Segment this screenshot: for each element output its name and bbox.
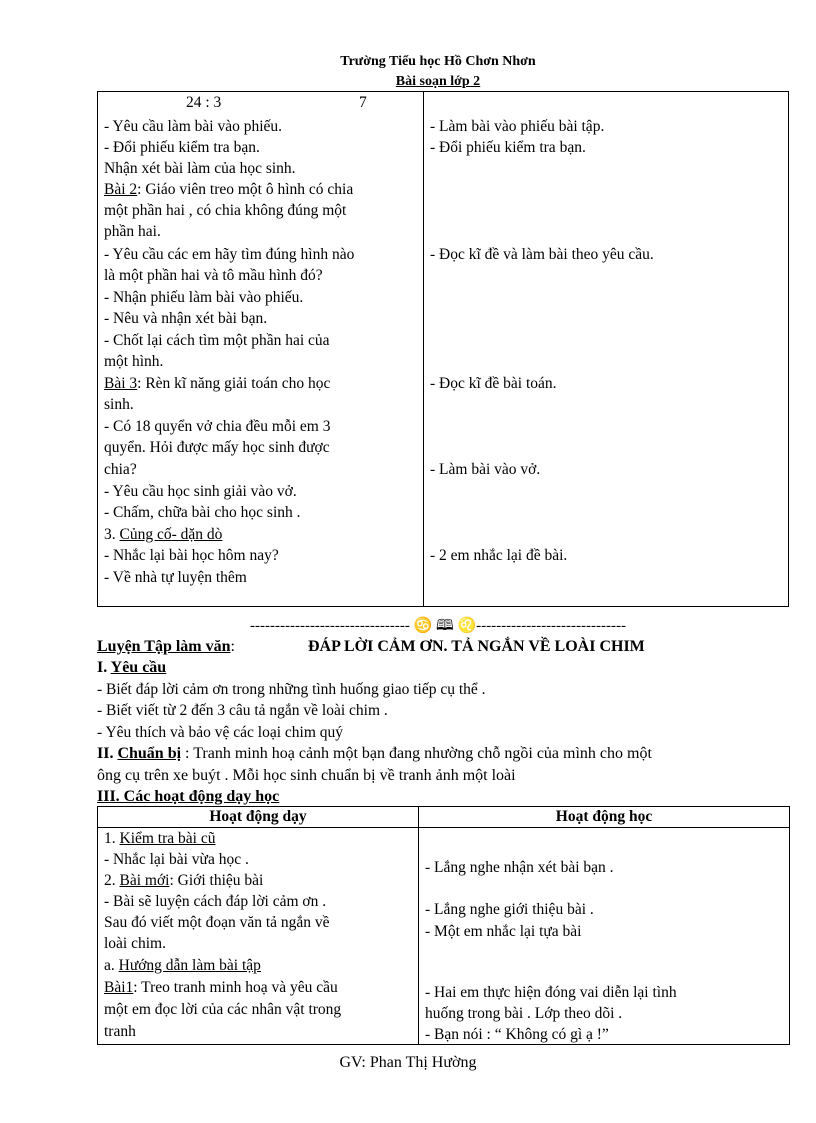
student-line: - Đọc kĩ đề bài toán. <box>430 375 557 392</box>
teacher-line: quyển. Hỏi được mấy học sinh được <box>104 439 330 456</box>
teacher-line: chia? <box>104 461 137 478</box>
teacher-text: : Rèn kĩ năng giải toán cho học <box>137 375 331 392</box>
teacher-line: - Nhắc lại bài học hôm nay? <box>104 547 279 564</box>
requirement-item: - Yêu thích và bảo vệ các loại chim quý <box>97 724 344 741</box>
school-name: Trường Tiểu học Hồ Chơn Nhơn <box>340 54 536 69</box>
step-text: : Giới thiệu bài <box>169 872 264 889</box>
student-line: - Làm bài vào vở. <box>430 461 541 478</box>
lesson-table-1 <box>97 91 789 607</box>
division-expression: 24 : 3 <box>186 94 222 111</box>
section-activities: III. Các hoạt động dạy học <box>97 788 280 805</box>
column-divider <box>423 92 424 606</box>
teaching-line: Sau đó viết một đoạn văn tả ngắn về <box>104 914 330 931</box>
step-text: : Treo tranh minh hoạ và yêu cầu <box>133 979 338 996</box>
ornament-separator: -------------------------------- ♋ 🕮 ♌------------------------------ <box>250 618 626 634</box>
teacher-line: - Nhận phiếu làm bài vào phiếu. <box>104 289 304 306</box>
learning-line: - Bạn nói : “ Không có gì ạ !” <box>425 1026 609 1043</box>
learning-line: - Một em nhắc lại tựa bài <box>425 923 582 940</box>
teacher-line: - Về nhà tự luyện thêm <box>104 569 247 586</box>
lesson-colon: : <box>230 638 235 655</box>
teacher-signature: GV: Phan Thị Hường <box>339 1054 477 1071</box>
student-line: - Làm bài vào phiếu bài tập. <box>430 118 605 135</box>
preparation-text-2: ông cụ trên xe buýt . Mỗi học sinh chuẩn bị về tranh ảnh một loài <box>97 767 516 784</box>
teaching-line: tranh <box>104 1023 136 1040</box>
requirement-item: - Biết viết từ 2 đến 3 câu tả ngắn về loài chim . <box>97 702 388 719</box>
teacher-line: - Yêu cầu các em hãy tìm đúng hình nào <box>104 246 355 263</box>
exercise-3-label: Bài 3 <box>104 375 138 392</box>
learning-line: - Lắng nghe nhận xét bài bạn . <box>425 859 614 876</box>
teaching-line <box>104 977 338 998</box>
section-number: II. <box>97 745 118 762</box>
teacher-line: - Đổi phiếu kiểm tra bạn. <box>104 139 260 156</box>
subtitle-text: Bài soạn lớp 2 <box>395 74 481 89</box>
page-subtitle <box>0 74 816 90</box>
section-number: 3. <box>104 526 120 543</box>
step-title: Hướng dẫn làm bài tập <box>118 957 261 974</box>
consolidation-label: Củng cố- dặn dò <box>119 526 223 543</box>
student-line: - Đọc kĩ đề và làm bài theo yêu cầu. <box>430 246 654 263</box>
teacher-line: Nhận xét bài làm của học sinh. <box>104 160 296 177</box>
teaching-cell <box>98 828 419 1045</box>
lesson-label: Luyện Tập làm văn <box>97 638 231 655</box>
lesson-heading <box>97 636 235 657</box>
teacher-line: - Yêu cầu làm bài vào phiếu. <box>104 118 283 135</box>
teacher-line: một phần hai , có chia không đúng một <box>104 202 347 219</box>
lesson-title: ĐÁP LỜI CẢM ƠN. TẢ NGẮN VỀ LOÀI CHIM <box>308 638 645 655</box>
learning-cell <box>419 828 790 1045</box>
teaching-line: loài chim. <box>104 935 166 952</box>
section-number: I. <box>97 659 111 676</box>
teaching-line: một em đọc lời của các nhân vật trong <box>104 1001 342 1018</box>
teacher-line: là một phần hai và tô mầu hình đó? <box>104 267 323 284</box>
teacher-line: phần hai. <box>104 223 161 240</box>
preparation-text: : Tranh minh hoạ cảnh một bạn đang nhường chỗ ngồi của mình cho một <box>181 745 652 762</box>
teacher-line <box>104 373 330 394</box>
teacher-line: - Yêu cầu học sinh giải vào vở. <box>104 483 297 500</box>
teacher-line: sinh. <box>104 396 134 413</box>
learning-line: - Lắng nghe giới thiệu bài . <box>425 901 594 918</box>
teaching-line: - Bài sẽ luyện cách đáp lời cảm ơn . <box>104 893 327 910</box>
teacher-line: - Chốt lại cách tìm một phần hai của <box>104 332 330 349</box>
teacher-line: - Nêu và nhận xét bài bạn. <box>104 310 268 327</box>
section-title: Yêu cầu <box>110 659 167 676</box>
teacher-line <box>104 524 222 545</box>
exercise-2-label: Bài 2 <box>104 181 138 198</box>
learning-line: huống trong bài . Lớp theo dõi . <box>425 1005 623 1022</box>
step-title: Kiểm tra bài cũ <box>119 830 216 847</box>
teaching-line: - Nhắc lại bài vừa học . <box>104 851 249 868</box>
student-line: - Đổi phiếu kiểm tra bạn. <box>430 139 586 156</box>
student-line: - 2 em nhắc lại đề bài. <box>430 547 568 564</box>
teacher-line <box>104 179 353 200</box>
step-number: a. <box>104 957 119 974</box>
teacher-line: - Có 18 quyển vở chia đều mỗi em 3 <box>104 418 331 435</box>
section-title: Chuẩn bị <box>117 745 182 762</box>
section-requirements <box>97 657 166 678</box>
step-number: 1. <box>104 830 120 847</box>
column-header-teaching: Hoạt động dạy <box>98 807 419 828</box>
step-title: Bài mới <box>119 872 170 889</box>
teacher-text: : Giáo viên treo một ô hình có chia <box>137 181 354 198</box>
requirement-item: - Biết đáp lời cảm ơn trong những tình huống giao tiếp cụ thể . <box>97 681 486 698</box>
teaching-line <box>104 870 263 891</box>
division-result: 7 <box>359 94 367 111</box>
teacher-line: - Chấm, chữa bài cho học sinh . <box>104 504 301 521</box>
column-header-learning: Hoạt động học <box>419 807 790 828</box>
learning-line: - Hai em thực hiện đóng vai diễn lại tình <box>425 984 677 1001</box>
step-number: 2. <box>104 872 120 889</box>
teacher-line: một hình. <box>104 353 164 370</box>
section-preparation <box>97 743 652 764</box>
exercise-1-label: Bài1 <box>104 979 134 996</box>
teaching-line <box>104 828 215 849</box>
lesson-table-2 <box>97 806 790 1045</box>
teaching-line <box>104 955 261 976</box>
